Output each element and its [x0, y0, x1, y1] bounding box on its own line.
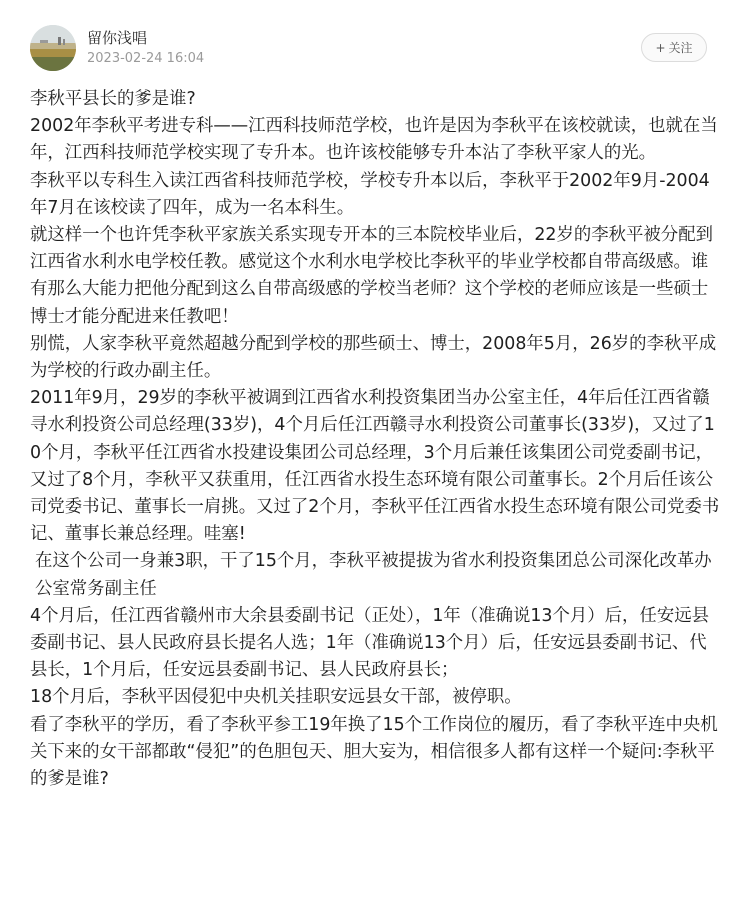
post-body	[30, 86, 720, 793]
post-timestamp: 2023-02-24 16:04	[87, 51, 205, 66]
follow-button[interactable]	[641, 33, 707, 62]
post-paragraph: 李秋平以专科生入读江西省科技师范学校，学校专升本以后，李秋平于2002年9月-2004年7月在该校读了四年，成为一名本科生。	[30, 170, 710, 218]
post-paragraph: 别慌，人家李秋平竟然超越分配到学校的那些硕士、博士，2008年5月，26岁的李秋平成为学校的行政办副主任。	[30, 333, 717, 382]
post-paragraph: 在这个公司一身兼3职，干了15个月，李秋平被提拔为省水利投资集团总公司深化改革办公室常务副主任	[35, 551, 712, 599]
post-paragraph: 看了李秋平的学历，看了李秋平参工19年换了15个工作岗位的履历，看了李秋平连中央机关下来的女干部都敢“侵犯”的色胆包天、胆大妄为，相信很多人都有这样一个疑问:李秋平的爹是谁?	[30, 714, 718, 790]
post-paragraph: 李秋平县长的爹是谁?	[30, 89, 196, 109]
post-paragraph: 就这样一个也许凭李秋平家族关系实现专开本的三本院校毕业后，22岁的李秋平被分配到江西省水利水电学校任教。感觉这个水利水电学校比李秋平的毕业学校都自带高级感。谁有那么大能力把他分配到这么自带高级感的学校当老师？这个学校的老师应该是一些硕士博士才能分配进来任教吧！	[30, 225, 713, 327]
author-name[interactable]: 留你浅唱	[87, 29, 148, 47]
follow-button-label: 关注	[668, 41, 693, 55]
avatar[interactable]	[30, 25, 76, 71]
plus-icon: +	[655, 40, 666, 55]
post-paragraph: 4个月后，任江西省赣州市大余县委副书记（正处），1年（准确说13个月）后，任安远县委副书记、县人民政府县长提名人选；1年（准确说13个月）后，任安远县委副书记、代县长，1个月后，任安远县委副书记、县人民政府县长；	[30, 605, 710, 681]
landscape-avatar-icon	[30, 25, 76, 71]
post-paragraph: 2011年9月，29岁的李秋平被调到江西省水利投资集团当办公室主任，4年后任江西省赣寻水利投资公司总经理(33岁)，4个月后任江西赣寻水利投资公司董事长(33岁)，又过了10个月，李秋平任江西省水投建设集团公司总经理，3个月后兼任该集团公司党委副书记，又过了8个月，李秋平又获重用，任江西省水投生态环境有限公司董事长。2个月后任该公司党委书记、董事长一肩挑。又过了2个月，李秋平任江西省水投生态环境有限公司党委书记、董事长兼总经理。哇塞!	[30, 388, 720, 545]
post-paragraph: 2002年李秋平考进专科——江西科技师范学校，也许是因为李秋平在该校就读，也就在当年，江西科技师范学校实现了专升本。也许该校能够专升本沾了李秋平家人的光。	[30, 116, 718, 164]
post-header	[0, 0, 734, 80]
post-paragraph: 18个月后，李秋平因侵犯中央机关挂职安远县女干部，被停职。	[30, 687, 522, 708]
